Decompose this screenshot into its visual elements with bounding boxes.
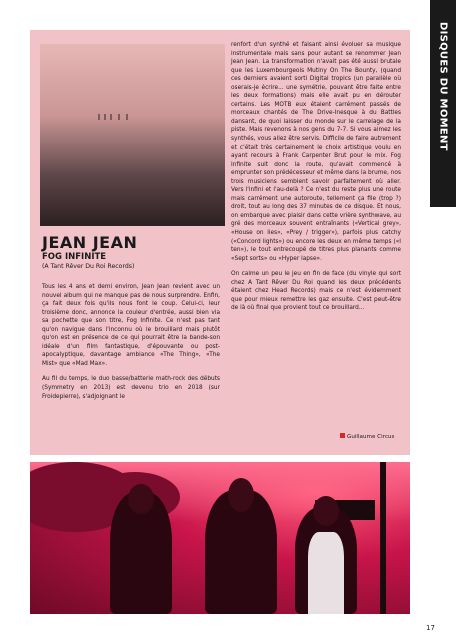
page-number: 17 [426, 624, 435, 632]
band-member-head [128, 484, 154, 514]
artist-name: JEAN JEAN [42, 233, 138, 252]
record-label: (A Tant Rêver Du Roi Records) [42, 263, 135, 270]
album-title: FOG INFINITE [42, 252, 107, 262]
band-member-head [228, 478, 254, 512]
review-paragraph: Au fil du temps, le duo basse/batterie math-rock des débuts (Symmetry en 2013) est devenu trio en 2018 (sur Froidepierre), s'adjoignant le [42, 376, 220, 400]
review-credit [340, 433, 394, 440]
cover-figures [98, 114, 138, 120]
review-column-right [231, 41, 401, 320]
review-paragraph: Tous les 4 ans et demi environ, Jean Jean revient avec un nouvel album qui ne manque pas de nous surprendre. Enfin, ça fait deux fois qu'ils nous font le coup. Celui-ci, leur troisième donc, annonce la couleur d'entrée, aussi bien via sa pochette que son titre, Fog Infinite. Ce n'est pas tant qu'on navigue dans l'inconnu où le brouillard mais plutôt qu'on est en présence de ce qui pourrait être la bande-son idéale d'un film fantastique, d'épouvante ou post-apocalyptique, davantage ambiance «The Thing», «The Mist» que «Mad Max». [42, 284, 220, 367]
band-member-shirt [308, 532, 344, 614]
section-tab-label: DISQUES DU MOMENT [437, 22, 449, 151]
section-tab [430, 0, 456, 207]
review-paragraph: On calme un peu le jeu en fin de face (du vinyle qui sort chez A Tant Rêver Du Roi quand les deux précédents étaient chez Head Records) mais ce n'est évidemment que pour mieux remettre les gaz ensuite. C'est peut-être de là où final que provient tout ce brouillard... [231, 271, 401, 312]
band-member-head [313, 496, 339, 526]
album-cover-image [40, 44, 225, 226]
review-paragraph: renfort d'un synthé et faisant ainsi évoluer sa musique instrumentale mais sans pour autant se renommer Jean Jean Jean. La transformation n'avait pas été aussi brutale que les Luxembourgeois Mutiny On The Bounty, (quand ces derniers avaient sorti Digital tropics (un parallèle où oserais-je écrire... une symétrie, pouvant être faite entre les deux formations) mais elle avait pu en dérouter certains. Les MOTB eux étaient carrément passés de morceaux chantés de The Drive-Inesque à du Battles dansant, de quoi laisser du monde sur le carrelage de la piste. Mais revenons à nos gens du 7-7. Si vous aimez les synthés, vous allez être servis. Difficile de faire autrement et c'était très certainement le choix artistique voulu en ayant recours à Frank Carpenter Brut pour le mix. Fog Infinite suit donc la route, qu'avait commencé à emprunter son prédécesseur et même dans la brume, nos trois musiciens semblent savoir parfaitement où aller. Vers l'infini et l'au-delà ? Ce n'est du reste plus une route mais carrément une autoroute, tellement ça file (trop ?) droit, tout au long des 37 minutes de ce disque. Et nous, on embarque avec plaisir dans cette vrière synthwave, au gré des morceaux souvent entraînants («Vertical grey», «House on lies», «Prey / trigger»), parfois plus catchy («Concord lights») ou encore les deux en même temps («I ten»), le tout entrecoupé de titres plus planants comme «Sept sorts» ou «Hyper lapse». [231, 42, 401, 262]
band-photo [30, 462, 410, 614]
author-name: Guillaume Circus [347, 434, 395, 440]
credit-square-icon [340, 433, 345, 438]
photo-pole [380, 462, 386, 614]
review-column-left [42, 283, 220, 408]
